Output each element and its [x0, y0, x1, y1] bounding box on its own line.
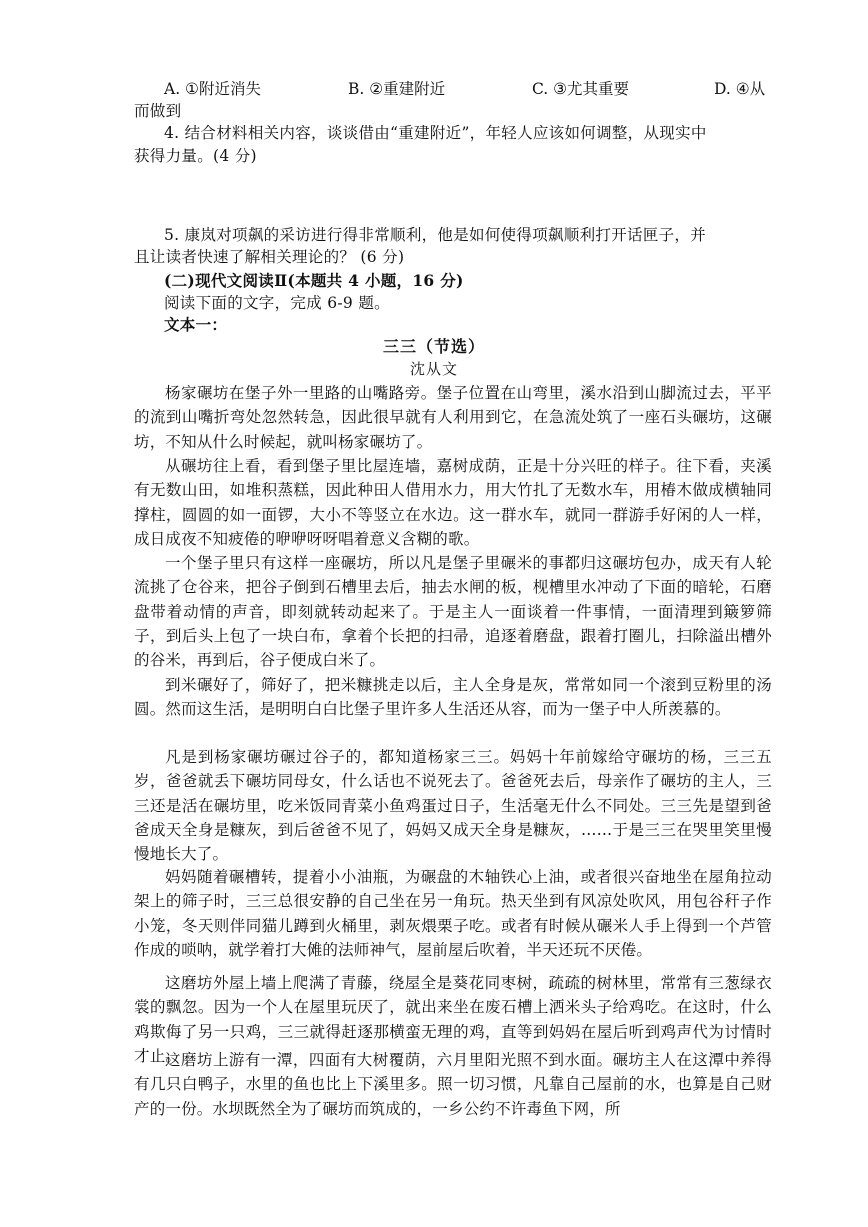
article-paragraph-1: 杨家碾坊在堡子外一里路的山嘴路旁。堡子位置在山弯里，溪水沿到山脚流过去，平平的流到山嘴折弯处忽然转急，因此很早就有人利用到它，在急流处筑了一座石头碾坊，这碾坊，不知从什么时候起，就叫杨家碾坊了。	[134, 384, 772, 451]
text-label: 文本一：	[164, 315, 228, 334]
article-paragraph-2: 从碾坊往上看，看到堡子里比屋连墙，嘉树成荫，正是十分兴旺的样子。往下看，夹溪有无数山田，如堆积蒸糕，因此种田人借用水力，用大竹扎了无数水车，用椿木做成横轴同撑柱，圆圆的如一面锣，大小不等竖立在水边。这一群水车，就同一群游手好闲的人一样，成日成夜不知疲倦的咿咿呀呀唱着意义含糊的歌。	[134, 457, 772, 548]
question-5-line2: 且让读者快速了解相关理论的？ (6 分)	[134, 248, 405, 266]
article-author: 沈从文	[409, 360, 458, 378]
article-paragraph-4: 到米碾好了，筛好了，把米糠挑走以后，主人全身是灰，常常如同一个滚到豆粉里的汤圆。然而这生活，是明明白白比堡子里许多人生活还从容，而为一堡子中人所羡慕的。	[134, 676, 772, 719]
article-paragraph-5: 凡是到杨家碾坊碾过谷子的，都知道杨家三三。妈妈十年前嫁给守碾坊的杨，三三五岁，爸爸就丢下碾坊同母女，什么话也不说死去了。爸爸死去后，母亲作了碾坊的主人，三三还是活在碾坊里，吃米饭同青菜小鱼鸡蛋过日子，生活毫无什么不同处。三三先是望到爸爸成天全身是糠灰，到后爸爸不见了，妈妈又成天全身是糠灰，……于是三三在哭里笑里慢慢地长大了。	[134, 748, 772, 864]
section-heading: (二)现代文阅读Ⅱ(本题共 4 小题，16 分)	[164, 271, 464, 290]
article-paragraph-3: 一个堡子里只有这样一座碾坊，所以凡是堡子里碾米的事都归这碾坊包办，成天有人轮流挑了仓谷来，把谷子倒到石槽里去后，抽去水闸的板，枧槽里水冲动了下面的暗轮，石磨盘带着动情的声音，即刻就转动起来了。于是主人一面谈着一件事情，一面清理到簸箩筛子，到后头上包了一块白布，拿着个长把的扫帚，追逐着磨盘，跟着打圈儿，扫除溢出槽外的谷米，再到后，谷子便成白米了。	[134, 554, 772, 670]
section-instruction: 阅读下面的文字，完成 6-9 题。	[164, 294, 390, 312]
article-paragraph-6: 妈妈随着碾槽转，提着小小油瓶，为碾盘的木轴铁心上油，或者很兴奋地坐在屋角拉动架上的筛子时，三三总很安静的自己坐在另一角玩。热天坐到有风凉处吹风，用包谷秆子作小笼，冬天则伴同猫儿蹲到火桶里，剥灰煨栗子吃。或者有时候从碾米人手上得到一个芦管作成的唢呐，就学着打大傩的法师神气，屋前屋后吹着，半天还玩不厌倦。	[134, 868, 772, 959]
question-4-line1: 4. 结合材料相关内容，谈谈借由“重建附近”，年轻人应该如何调整，从现实中	[164, 124, 707, 142]
option-b: B. ②重建附近	[348, 80, 446, 98]
question-3-options	[164, 78, 784, 100]
option-d: D. ④从	[714, 80, 766, 98]
question-5-line1: 5. 康岚对项飙的采访进行得非常顺利，他是如何使得项飙顺利打开话匣子，并	[164, 226, 707, 244]
option-c: C. ③尤其重要	[532, 80, 630, 98]
article-paragraph-8: 这磨坊上游有一潭，四面有大树覆荫，六月里阳光照不到水面。碾坊主人在这潭中养得有几只白鸭子，水里的鱼也比上下溪里多。照一切习惯，凡靠自己屋前的水，也算是自己财产的一份。水坝既然全为了碾坊而筑成的，一乡公约不许毒鱼下网，所	[134, 1051, 772, 1118]
option-a: A. ①附近消失	[164, 80, 261, 98]
article-paragraph-7: 这磨坊外屋上墙上爬满了青藤，绕屋全是葵花同枣树，疏疏的树林里，常常有三葱绿衣裳的飘忽。因为一个人在屋里玩厌了，就出来坐在废石槽上洒米头子给鸡吃。在这时，什么鸡欺侮了另一只鸡，三三就得赶逐那横蛮无理的鸡，直等到妈妈在屋后听到鸡声代为讨情时才止。	[134, 974, 772, 1065]
option-d-wrap: 而做到	[134, 102, 182, 120]
question-4-line2: 获得力量。(4 分)	[134, 147, 257, 165]
article-title: 三三（节选）	[382, 337, 485, 356]
